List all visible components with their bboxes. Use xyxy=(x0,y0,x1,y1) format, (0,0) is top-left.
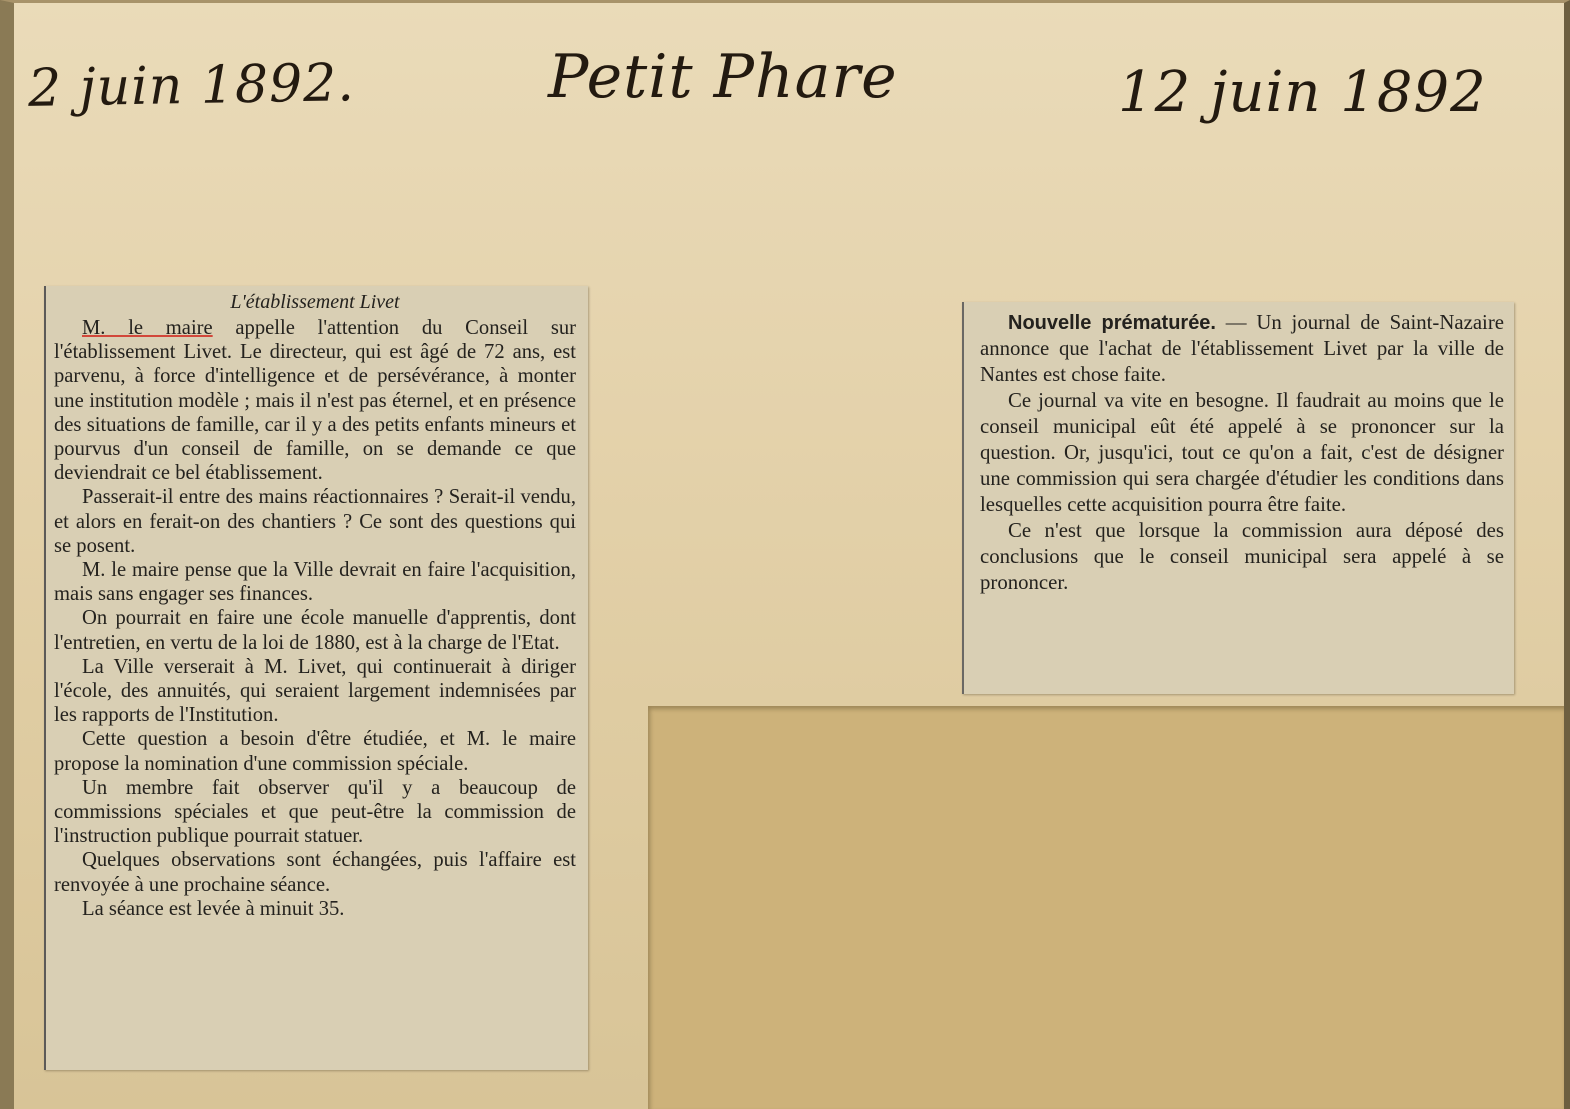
paragraph xyxy=(980,388,1504,518)
clipping-body xyxy=(980,310,1504,596)
paragraph xyxy=(54,655,576,728)
paragraph xyxy=(54,727,576,775)
paragraph-text: appelle l'attention du Conseil sur l'établissement Livet. Le directeur, qui est âgé de 72 ans, est parvenu, à force d'intelligence et de persévérance, à monter une institution modèle ; mais il n'est pas éternel, et en présence des situations de famille, car il y a des petits enfants mineurs et pourvus d'un conseil de famille, on se demande ce que deviendrait ce bel établissement. xyxy=(54,317,576,485)
paragraph-text: Un membre fait observer qu'il y a beaucoup de commissions spéciales et que peut-être la commission de l'instruction publique pourrait statuer. xyxy=(54,776,576,848)
clipping-title: L'établissement Livet xyxy=(230,291,400,313)
paragraph-text: Quelques observations sont échangées, puis l'affaire est renvoyée à une prochaine séance. xyxy=(54,849,576,896)
paragraph xyxy=(54,558,576,606)
paragraph-text: M. le maire pense que la Ville devrait en faire l'acquisition, mais sans engager ses finances. xyxy=(54,559,576,606)
paragraph-lead: Nouvelle prématurée. xyxy=(1008,312,1216,334)
paragraph-text: Cette question a besoin d'être étudiée, et M. le maire propose la nomination d'une commission spéciale. xyxy=(54,728,576,775)
paragraph xyxy=(54,897,576,921)
backing-board xyxy=(648,706,1564,1109)
clipping-body xyxy=(54,316,576,921)
paragraph xyxy=(54,848,576,896)
paragraph xyxy=(54,776,576,849)
paragraph xyxy=(980,310,1504,388)
paragraph-text: — Un journal de Saint-Nazaire annonce que l'achat de l'établissement Livet par la ville de Nantes est chose faite. xyxy=(980,311,1504,386)
paragraph xyxy=(54,316,576,485)
paragraph xyxy=(54,485,576,558)
paragraph-text: La Ville verserait à M. Livet, qui continuerait à diriger l'école, des annuités, qui seraient largement indemnisées par les rapports de l'Institution. xyxy=(54,655,576,727)
paragraph-text: Ce journal va vite en besogne. Il faudrait au moins que le conseil municipal eût été appelé à se prononcer sur la question. Or, jusqu'ici, tout ce qu'on a fait, c'est de désigner une commission qui sera chargée d'étudier les conditions dans lesquelles cette acquisition pourra être faite. xyxy=(980,389,1504,516)
newspaper-clipping-right xyxy=(962,302,1514,694)
newspaper-clipping-left xyxy=(44,286,588,1070)
paragraph-text: Passerait-il entre des mains réactionnaires ? Serait-il vendu, et alors en ferait-on des chantiers ? Ce sont des questions qui se posent. xyxy=(54,486,576,557)
handwritten-date-left: 2 juin 1892. xyxy=(27,53,356,119)
handwritten-date-right: 12 juin 1892 xyxy=(1118,60,1487,125)
paragraph xyxy=(980,518,1504,596)
handwritten-newspaper-name: Petit Phare xyxy=(548,42,898,112)
paragraph-text: Ce n'est que lorsque la commission aura déposé des conclusions que le conseil municipal sera appelé à se prononcer. xyxy=(980,519,1504,594)
paragraph-text: La séance est levée à minuit 35. xyxy=(82,897,345,920)
paragraph-text: On pourrait en faire une école manuelle d'apprentis, dont l'entretien, en vertu de la loi de 1880, est à la charge de l'Etat. xyxy=(54,607,576,654)
paragraph xyxy=(54,606,576,654)
paragraph-lead: M. le maire xyxy=(82,317,213,339)
